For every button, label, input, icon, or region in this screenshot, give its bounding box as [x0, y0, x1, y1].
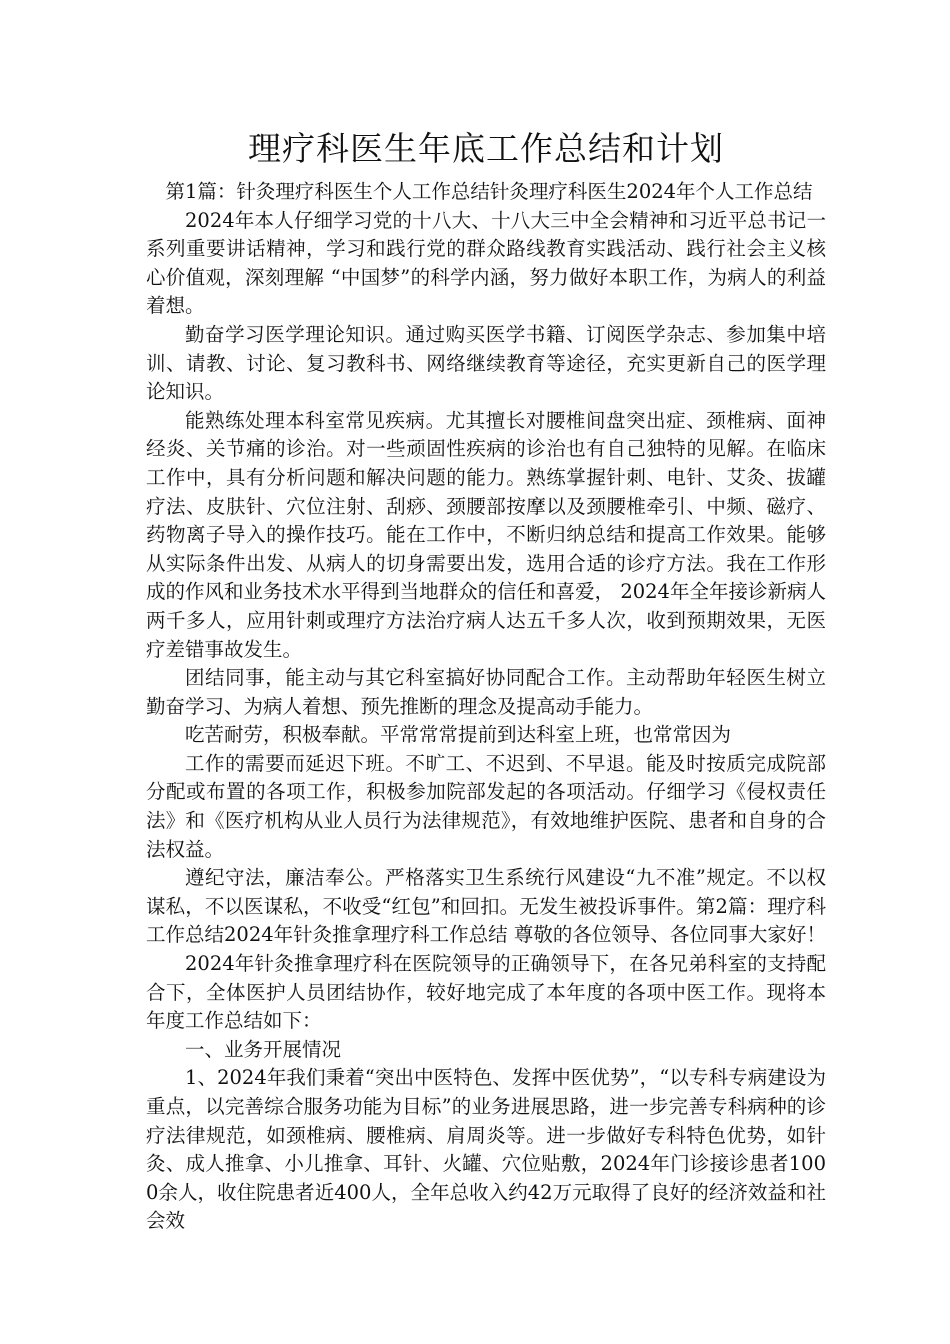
paragraph-1: 第1篇：针灸理疗科医生个人工作总结针灸理疗科医生2024年个人工作总结 [165, 180, 813, 203]
paragraph-7: 工作的需要而延迟下班。不旷工、不迟到、不早退。能及时按质完成院部分配或布置的各项工作，积极参加院部发起的各项活动。仔细学习《侵权责任法》和《医疗机构从业人员行为法律规范》，有效地维护医院、患者和自身的合法权益。 [146, 751, 826, 861]
section-heading: 一、业务开展情况 [185, 1037, 342, 1061]
document-page [146, 128, 826, 1236]
document-title: 理疗科医生年底工作总结和计划 [248, 129, 724, 168]
paragraph-9: 2024年针灸推拿理疗科在医院领导的正确领导下，在各兄弟科室的支持配合下，全体医护人员团结协作，较好地完成了本年度的各项中医工作。现将本年度工作总结如下： [146, 952, 826, 1033]
paragraph-4: 能熟练处理本科室常见疾病。尤其擅长对腰椎间盘突出症、颈椎病、面神经炎、关节痛的诊治。对一些顽固性疾病的诊治也有自己独特的见解。在临床工作中，具有分析问题和解决问题的能力。熟练掌握针刺、电针、艾灸、拔罐疗法、皮肤针、穴位注射、刮痧、颈腰部按摩以及颈腰椎牵引、中频、磁疗、药物离子导入的操作技巧。能在工作中，不断归纳总结和提高工作效果。能够从实际条件出发、从病人的切身需要出发，选用合适的诊疗方法。我在工作形成的作风和业务技术水平得到当地群众的信任和喜爱， 2024年全年接诊新病人两千多人，应用针刺或理疗方法治疗病人达五千多人次，收到预期效果，无医疗差错事故发生。 [146, 408, 826, 661]
paragraph-8: 遵纪守法，廉洁奉公。严格落实卫生系统行风建设“九不准”规定。不以权谋私，不以医谋私，不收受“红包”和回扣。无发生被投诉事件。第2篇：理疗科工作总结2024年针灸推拿理疗科工作总结 尊敬的各位领导、各位同事大家好！ [146, 866, 826, 947]
paragraph-3: 勤奋学习医学理论知识。通过购买医学书籍、订阅医学杂志、参加集中培训、请教、讨论、复习教科书、网络继续教育等途径，充实更新自己的医学理论知识。 [146, 322, 826, 404]
paragraph-6: 吃苦耐劳，积极奉献。平常常常提前到达科室上班，也常常因为 [185, 723, 732, 747]
paragraph-2: 2024年本人仔细学习党的十八大、十八大三中全会精神和习近平总书记一系列重要讲话精神，学习和践行党的群众路线教育实践活动、践行社会主义核心价值观，深刻理解 “中国梦”的科学内涵，努力做好本职工作，为病人的利益着想。 [146, 208, 826, 318]
paragraph-11: 1、2024年我们秉着“突出中医特色、发挥中医优势”，“以专科专病建设为重点，以完善综合服务功能为目标”的业务进展思路，进一步完善专科病种的诊疗法律规范，如颈椎病、腰椎病、肩周炎等。进一步做好专科特色优势，如针灸、成人推拿、小儿推拿、耳针、火罐、穴位贴敷，2024年门诊接诊患者1000余人，收住院患者近400人，全年总收入约42万元取得了良好的经济效益和社会效 [146, 1066, 826, 1233]
paragraph-5: 团结同事，能主动与其它科室搞好协同配合工作。主动帮助年轻医生树立勤奋学习、为病人着想、预先推断的理念及提高动手能力。 [146, 666, 826, 718]
